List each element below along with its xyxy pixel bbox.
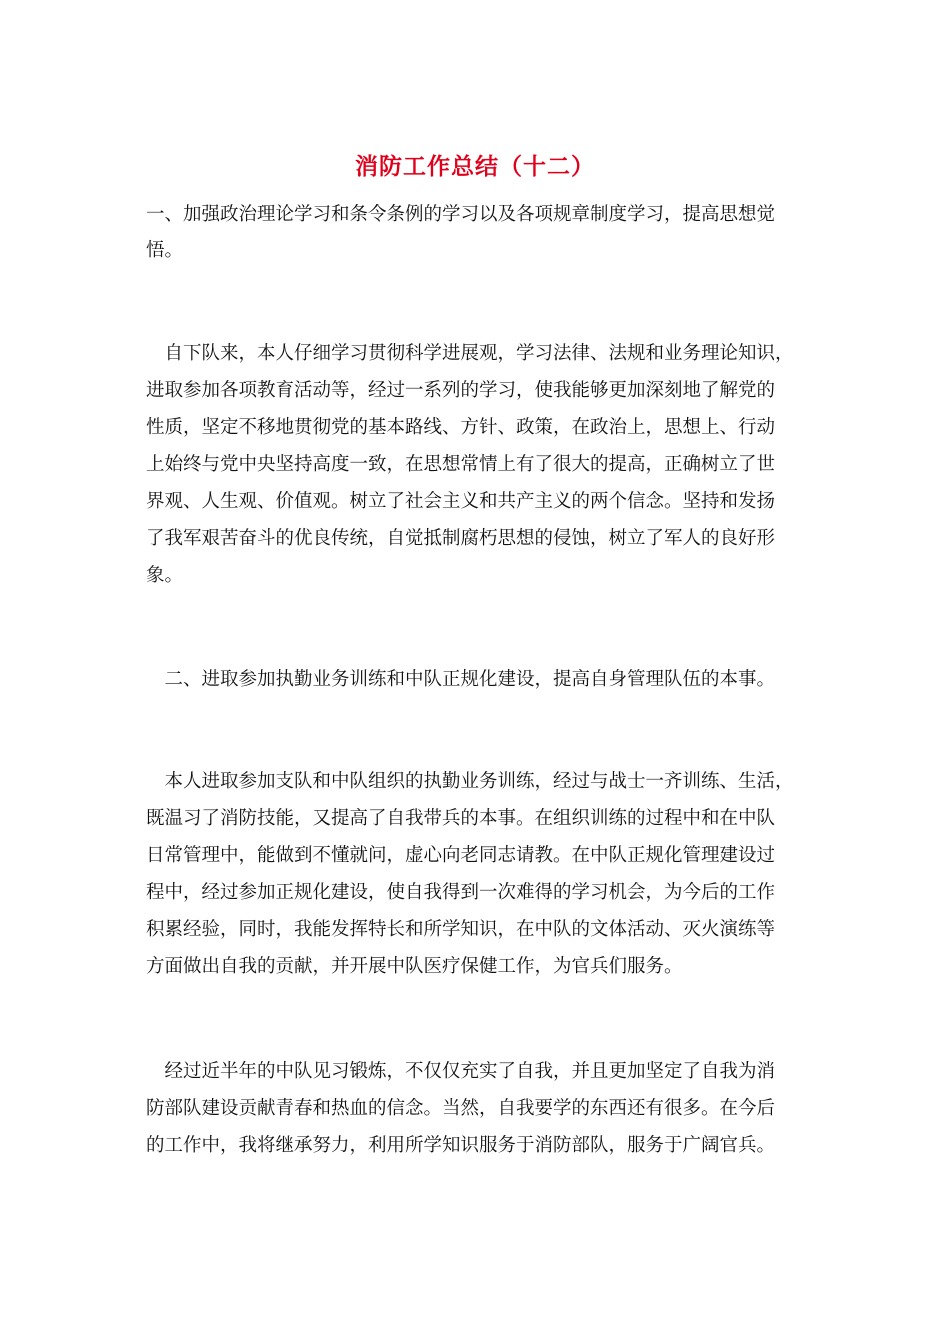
text-line: 的工作中，我将继承努力，利用所学知识服务于消防部队，服务于广阔官兵。	[146, 1135, 776, 1156]
text-line: 方面做出自我的贡献，并开展中队医疗保健工作，为官兵们服务。	[146, 956, 683, 977]
text-line: 程中，经过参加正规化建设，使自我得到一次难得的学习机会，为今后的工作	[146, 882, 776, 903]
text-line: 象。	[146, 565, 184, 586]
text-line: 了我军艰苦奋斗的优良传统，自觉抵制腐朽思想的侵蚀，树立了军人的良好形	[146, 528, 776, 549]
text-line: 进取参加各项教育活动等，经过一系列的学习，使我能够更加深刻地了解党的	[146, 380, 776, 401]
text-line: 二、进取参加执勤业务训练和中队正规化建设，提高自身管理队伍的本事。	[146, 669, 776, 690]
text-line: 防部队建设贡献青春和热血的信念。当然，自我要学的东西还有很多。在今后	[146, 1098, 776, 1119]
text-line: 既温习了消防技能，又提高了自我带兵的本事。在组织训练的过程中和在中队	[146, 808, 776, 829]
text-line: 经过近半年的中队见习锻炼，不仅仅充实了自我，并且更加坚定了自我为消	[146, 1061, 776, 1082]
text-line: 性质，坚定不移地贯彻党的基本路线、方针、政策，在政治上，思想上、行动	[146, 417, 776, 438]
text-line: 悟。	[146, 240, 184, 261]
text-line: 上始终与党中央坚持高度一致，在思想常情上有了很大的提高，正确树立了世	[146, 454, 776, 475]
text-line: 积累经验，同时，我能发挥特长和所学知识，在中队的文体活动、灭火演练等	[146, 919, 776, 940]
text-line: 一、加强政治理论学习和条令条例的学习以及各项规章制度学习，提高思想觉	[146, 204, 776, 225]
text-line: 日常管理中，能做到不懂就问，虚心向老同志请教。在中队正规化管理建设过	[146, 845, 776, 866]
document-title: 消防工作总结（十二）	[355, 153, 595, 180]
text-line: 界观、人生观、价值观。树立了社会主义和共产主义的两个信念。坚持和发扬	[146, 491, 776, 512]
text-line: 本人进取参加支队和中队组织的执勤业务训练，经过与战士一齐训练、生活，	[146, 771, 794, 792]
text-line: 自下队来，本人仔细学习贯彻科学进展观，学习法律、法规和业务理论知识，	[146, 343, 794, 364]
